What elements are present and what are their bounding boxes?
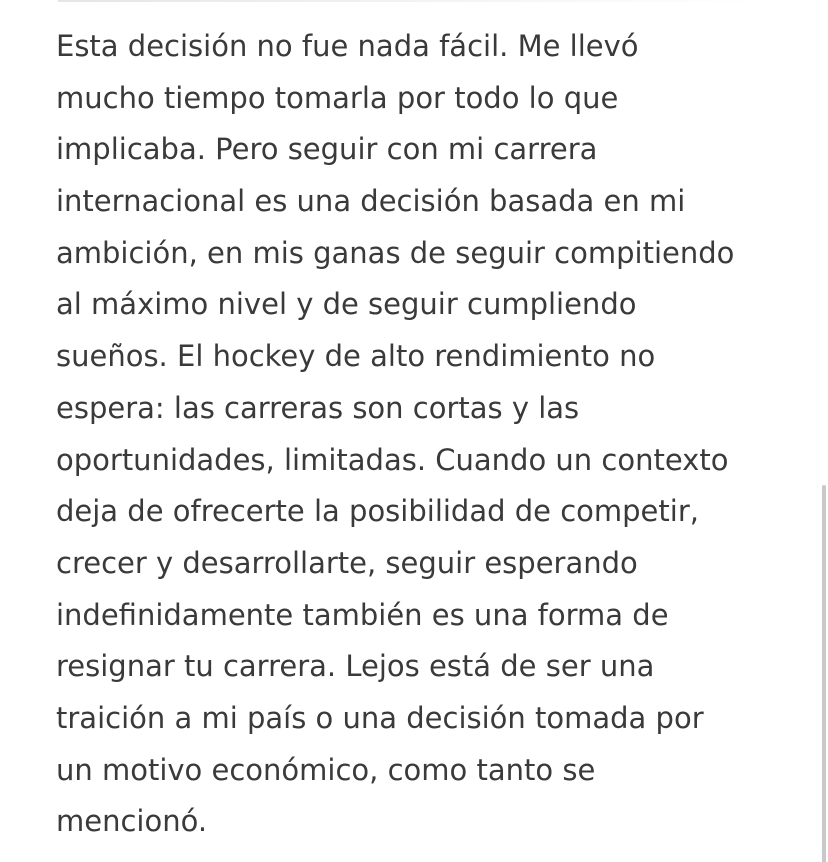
- note-line: resignar tu carrera. Lejos está de ser una: [56, 649, 655, 684]
- note-line: Esta decisión no fue nada fácil. Me llevó: [56, 29, 639, 63]
- note-line: crecer y desarrollarte, seguir esperando: [56, 545, 638, 580]
- note-line: indefinidamente también es una forma de: [56, 597, 669, 632]
- note-line: sueños. El hockey de alto rendimiento no: [56, 339, 656, 374]
- note-line: oportunidades, limitadas. Cuando un contexto: [56, 442, 729, 477]
- note-line: mencionó.: [56, 804, 208, 839]
- note-line: implicaba. Pero seguir con mi carrera: [56, 132, 598, 167]
- note-text-body[interactable]: [56, 21, 796, 848]
- note-line: ambición, en mis ganas de seguir compitiendo: [56, 235, 735, 270]
- vertical-scrollbar[interactable]: [818, 0, 828, 862]
- note-line: al máximo nivel y de seguir cumpliendo: [56, 287, 637, 322]
- note-line: mucho tiempo tomarla por todo lo que: [56, 80, 619, 115]
- top-divider: [58, 0, 758, 2]
- note-line: deja de ofrecerte la posibilidad de competir,: [56, 494, 699, 529]
- note-line: un motivo económico, como tanto se: [56, 752, 596, 787]
- note-line: espera: las carreras son cortas y las: [56, 390, 580, 425]
- scrollbar-thumb[interactable]: [822, 485, 826, 862]
- note-line: traición a mi país o una decisión tomada por: [56, 700, 704, 735]
- note-line: internacional es una decisión basada en mi: [56, 184, 686, 219]
